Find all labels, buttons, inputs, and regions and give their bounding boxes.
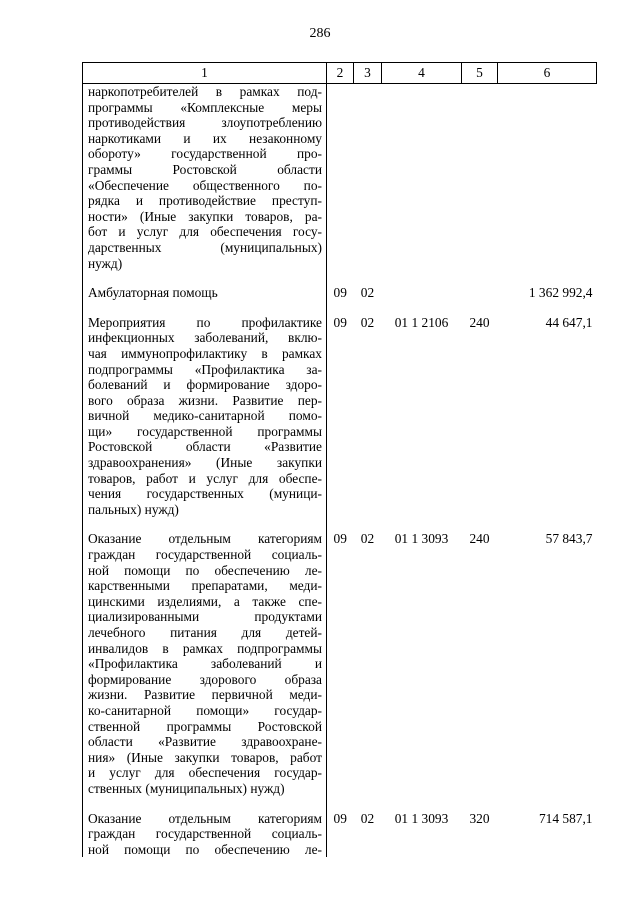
column-header-4: 4: [382, 63, 462, 84]
column-header-1: 1: [83, 63, 327, 84]
description-line: здравоохранения» (Иные закупки: [88, 455, 322, 471]
section-code: 09: [333, 285, 347, 301]
description-line: «Профилактика заболеваний и: [88, 656, 322, 672]
subsection-code: 02: [360, 314, 375, 330]
description-line: щи» государственной программы: [88, 423, 322, 439]
description-line: нужд): [88, 255, 123, 271]
description-line: инфекционных заболеваний, вклю-: [88, 330, 322, 346]
description-line: инвалидов в рамках подпрограммы: [88, 640, 322, 656]
amount: 714 587,1: [538, 810, 593, 826]
section-code: [327, 84, 354, 272]
description-line: ния» (Иные закупки товаров, работ: [88, 749, 322, 765]
description-line: обороту» государственной про-: [88, 146, 322, 162]
description-line: Оказание отдельным категориям: [88, 810, 322, 826]
table-row: [83, 811, 597, 858]
target-code: 01 1 3093: [394, 810, 449, 826]
amount: [498, 84, 597, 272]
section-code: 09: [333, 810, 347, 826]
row-description: [83, 84, 327, 272]
expense-type-code: [462, 285, 498, 301]
description-line: формирование здорового образа: [88, 671, 322, 687]
row-description: [83, 315, 327, 518]
subsection-code: 02: [360, 531, 375, 547]
description-line: «Обеспечение общественного по-: [88, 177, 322, 193]
target-code: 01 1 2106: [394, 314, 449, 330]
expense-type-code: [462, 84, 498, 272]
description-line: чая иммунопрофилактику в рамках: [88, 345, 322, 361]
row-spacer: [83, 797, 597, 811]
row-spacer: [83, 271, 597, 285]
description-line: вого образа жизни. Развитие пер-: [88, 392, 322, 408]
description-line: подпрограммы «Профилактика за-: [88, 361, 322, 377]
description-line: граммы Ростовской области: [88, 161, 322, 177]
description-line: наркотиками и их незаконному: [88, 130, 322, 146]
row-description: [83, 811, 327, 858]
description-line: области «Развитие здравоохране-: [88, 734, 322, 750]
amount: 57 843,7: [545, 531, 593, 547]
description-line: Ростовской области «Развитие: [88, 439, 322, 455]
row-spacer: [83, 517, 597, 531]
budget-table: [82, 62, 597, 857]
subsection-code: 02: [360, 285, 375, 301]
description-line: чения государственных (муници-: [88, 486, 322, 502]
description-line: Оказание отдельным категориям: [88, 531, 322, 547]
description-line: дарственных (муниципальных): [88, 239, 322, 255]
subsection-code: [354, 84, 382, 272]
row-description: [83, 285, 327, 301]
description-line: граждан государственной социаль-: [88, 826, 322, 842]
description-line: циализированными продуктами: [88, 609, 322, 625]
description-line: Амбулаторная помощь: [88, 285, 218, 301]
description-line: ности» (Иные закупки товаров, ра-: [88, 208, 322, 224]
table-row: [83, 531, 597, 796]
column-header-6: 6: [498, 63, 597, 84]
description-line: бот и услуг для обеспечения госу-: [88, 224, 322, 240]
description-line: карственными препаратами, меди-: [88, 578, 322, 594]
description-line: лечебного питания для детей-: [88, 625, 322, 640]
description-line: ной помощи по обеспечению ле-: [88, 841, 322, 857]
description-line: Мероприятия по профилактике: [88, 314, 322, 330]
target-code: [382, 84, 462, 272]
column-header-5: 5: [462, 63, 498, 84]
amount: 1 362 992,4: [528, 285, 593, 301]
description-line: граждан государственной социаль-: [88, 547, 322, 563]
expense-type-code: 240: [469, 531, 490, 547]
section-code: 09: [333, 314, 347, 330]
column-header-2: 2: [327, 63, 354, 84]
description-line: пальных) нужд): [88, 501, 179, 517]
expense-type-code: 320: [469, 810, 490, 826]
description-line: ной помощи по обеспечению ле-: [88, 562, 322, 578]
table-row: [83, 285, 597, 301]
description-line: ственной программы Ростовской: [88, 718, 322, 734]
description-line: жизни. Развитие первичной меди-: [88, 687, 322, 703]
description-line: наркопотребителей в рамках под-: [88, 84, 322, 99]
expense-type-code: 240: [469, 314, 490, 330]
description-line: рядка и противодействие преступ-: [88, 193, 322, 209]
description-line: цинскими изделиями, а также спе-: [88, 593, 322, 609]
target-code: 01 1 3093: [394, 531, 449, 547]
description-line: ко-санитарной помощи» государ-: [88, 702, 322, 718]
description-line: болеваний и формирование здоро-: [88, 377, 322, 393]
table-row: [83, 315, 597, 518]
row-description: [83, 531, 327, 796]
description-line: и услуг для обеспечения государ-: [88, 765, 322, 781]
section-code: 09: [333, 531, 347, 547]
amount: 44 647,1: [545, 314, 593, 330]
description-line: товаров, работ и услуг для обеспе-: [88, 470, 322, 486]
table-header-row: [83, 63, 597, 84]
description-line: программы «Комплексные меры: [88, 99, 322, 115]
row-spacer: [83, 301, 597, 315]
subsection-code: 02: [360, 810, 375, 826]
description-line: ственных (муниципальных) нужд): [88, 780, 285, 796]
page-number: 286: [309, 26, 331, 41]
target-code: [382, 285, 462, 301]
column-header-3: 3: [354, 63, 382, 84]
description-line: вичной медико-санитарной помо-: [88, 408, 322, 424]
table-row: [83, 84, 597, 272]
description-line: противодействия злоупотреблению: [88, 115, 322, 131]
